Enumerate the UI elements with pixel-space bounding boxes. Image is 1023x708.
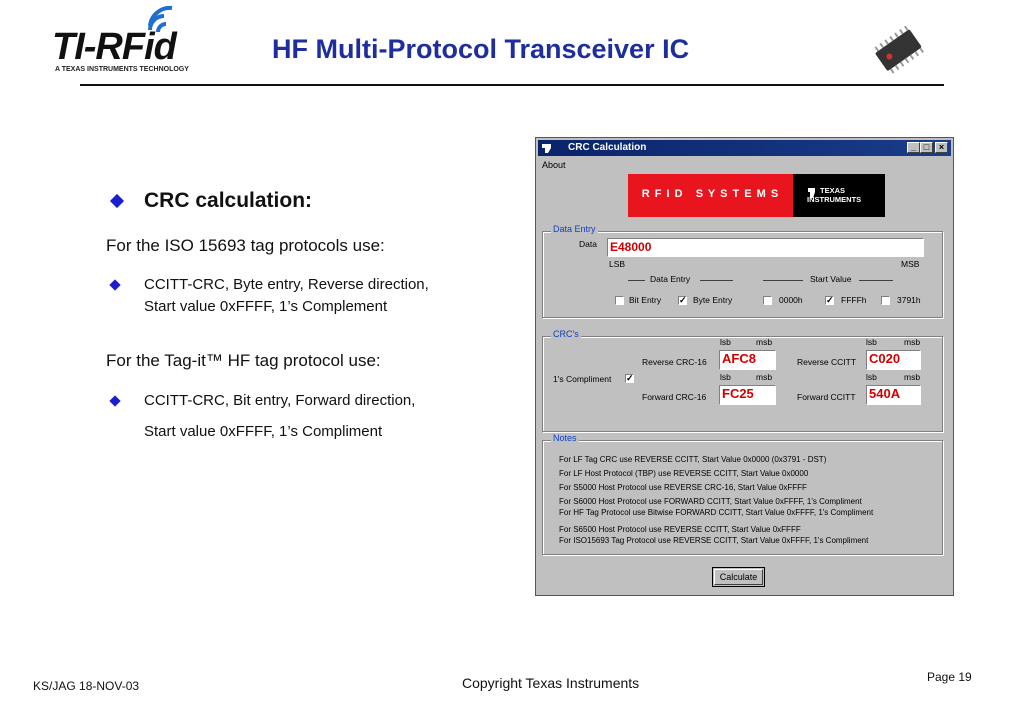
banner-rfid-text: R F I D S Y S T E M S xyxy=(641,188,780,200)
forward-ccitt-lsb-label: lsb xyxy=(866,372,877,382)
rfid-systems-banner xyxy=(628,174,793,217)
footer-author-date: KS/JAG 18-NOV-03 xyxy=(33,679,140,693)
note-line: For LF Tag CRC use REVERSE CCITT, Start Value 0x0000 (0x3791 - DST) xyxy=(559,455,827,464)
start-0000h-checkbox[interactable] xyxy=(763,296,772,305)
ones-compliment-checkbox[interactable]: ✓ xyxy=(626,373,634,383)
iso-bullet-line-1: CCITT-CRC, Byte entry, Reverse direction, xyxy=(144,276,429,293)
calculate-button[interactable] xyxy=(712,567,765,587)
crc-heading: CRC calculation: xyxy=(144,189,313,212)
data-entry-sublabel: Data Entry xyxy=(650,274,691,284)
note-line: For ISO15693 Tag Protocol use REVERSE CCITT, Start Value 0xFFFF, 1's Compliment xyxy=(559,536,869,545)
page-title: HF Multi-Protocol Transceiver IC xyxy=(272,34,690,64)
byte-entry-checkbox[interactable]: ✓ xyxy=(679,295,687,305)
ic-chip-icon xyxy=(868,26,930,76)
bullet-diamond-icon xyxy=(109,279,120,290)
reverse-crc16-field[interactable]: AFC8 xyxy=(719,350,776,370)
forward-crc16-msb-label: msb xyxy=(756,372,773,382)
logo-subtitle: A TEXAS INSTRUMENTS TECHNOLOGY xyxy=(55,66,189,73)
header-divider xyxy=(80,84,944,86)
data-label: Data xyxy=(579,239,597,249)
separator-line xyxy=(700,280,733,281)
logo-text: TI-RFid xyxy=(52,26,176,68)
reverse-ccitt-lsb-label: lsb xyxy=(866,337,877,347)
ones-compliment-label: 1's Compliment xyxy=(553,374,612,384)
iso-bullet-line-2: Start value 0xFFFF, 1’s Complement xyxy=(144,298,388,315)
separator-line xyxy=(859,280,893,281)
separator-line xyxy=(628,280,645,281)
banner-ti-line-2: INSTRUMENTS xyxy=(807,195,862,204)
notes-group-label: Notes xyxy=(553,433,577,443)
forward-ccitt-label: Forward CCITT xyxy=(797,392,856,402)
start-ffffh-checkbox[interactable]: ✓ xyxy=(826,295,834,305)
start-value-sublabel: Start Value xyxy=(810,274,852,284)
iso-intro: For the ISO 15693 tag protocols use: xyxy=(106,236,385,255)
note-line: For HF Tag Protocol use Bitwise FORWARD CCITT, Start Value 0xFFFF, 1's Compliment xyxy=(559,508,874,517)
ti-rfid-logo xyxy=(52,4,202,74)
menu-about[interactable]: About xyxy=(542,160,566,170)
reverse-ccitt-label: Reverse CCITT xyxy=(797,357,857,367)
msb-label: MSB xyxy=(901,259,920,269)
note-line: For S5000 Host Protocol use REVERSE CRC-16, Start Value 0xFFFF xyxy=(559,483,807,492)
start-0000h-label: 0000h xyxy=(779,295,803,305)
start-ffffh-label: FFFFh xyxy=(841,295,867,305)
byte-entry-label: Byte Entry xyxy=(693,295,733,305)
bit-entry-checkbox[interactable] xyxy=(615,296,624,305)
reverse-crc16-lsb-label: lsb xyxy=(720,337,731,347)
tagit-bullet-line-2: Start value 0xFFFF, 1’s Compliment xyxy=(144,423,383,440)
crc-calculation-window xyxy=(535,137,954,596)
maximize-button[interactable]: □ xyxy=(920,142,933,153)
forward-crc16-label: Forward CRC-16 xyxy=(642,392,707,402)
minimize-button[interactable]: _ xyxy=(907,142,920,153)
data-input[interactable]: E48000 xyxy=(607,238,924,257)
footer-copyright: Copyright Texas Instruments xyxy=(462,675,640,691)
bullet-diamond-icon xyxy=(110,194,124,208)
ti-app-icon xyxy=(541,142,553,154)
forward-ccitt-field[interactable]: 540A xyxy=(866,385,921,405)
start-3791h-label: 3791h xyxy=(897,295,921,305)
forward-crc16-field[interactable]: FC25 xyxy=(719,385,776,405)
data-entry-group-label: Data Entry xyxy=(553,224,596,234)
note-line: For LF Host Protocol (TBP) use REVERSE CCITT, Start Value 0x0000 xyxy=(559,469,809,478)
reverse-ccitt-field[interactable]: C020 xyxy=(866,350,921,370)
reverse-crc16-msb-label: msb xyxy=(756,337,773,347)
close-button[interactable]: × xyxy=(935,142,948,153)
reverse-crc16-label: Reverse CRC-16 xyxy=(642,357,707,367)
tagit-intro: For the Tag-it™ HF tag protocol use: xyxy=(106,351,381,370)
note-line: For S6000 Host Protocol use FORWARD CCITT, Start Value 0xFFFF, 1's Compliment xyxy=(559,497,862,506)
note-line: For S6500 Host Protocol use REVERSE CCITT, Start Value 0xFFFF xyxy=(559,525,801,534)
window-titlebar[interactable] xyxy=(538,140,951,156)
forward-crc16-lsb-label: lsb xyxy=(720,372,731,382)
crcs-group-label: CRC's xyxy=(553,329,579,339)
reverse-ccitt-msb-label: msb xyxy=(904,337,921,347)
forward-ccitt-msb-label: msb xyxy=(904,372,921,382)
start-3791h-checkbox[interactable] xyxy=(881,296,890,305)
banner-ti-line-1: TEXAS xyxy=(820,186,846,195)
bit-entry-label: Bit Entry xyxy=(629,295,662,305)
bullet-diamond-icon xyxy=(109,395,120,406)
ti-banner xyxy=(793,174,885,217)
footer-page-number: Page 19 xyxy=(927,670,972,684)
lsb-label: LSB xyxy=(609,259,626,269)
tagit-bullet-line-1: CCITT-CRC, Bit entry, Forward direction, xyxy=(144,392,416,409)
separator-line xyxy=(763,280,803,281)
calculate-button-label: Calculate xyxy=(714,569,763,585)
window-title: CRC Calculation xyxy=(568,142,647,153)
